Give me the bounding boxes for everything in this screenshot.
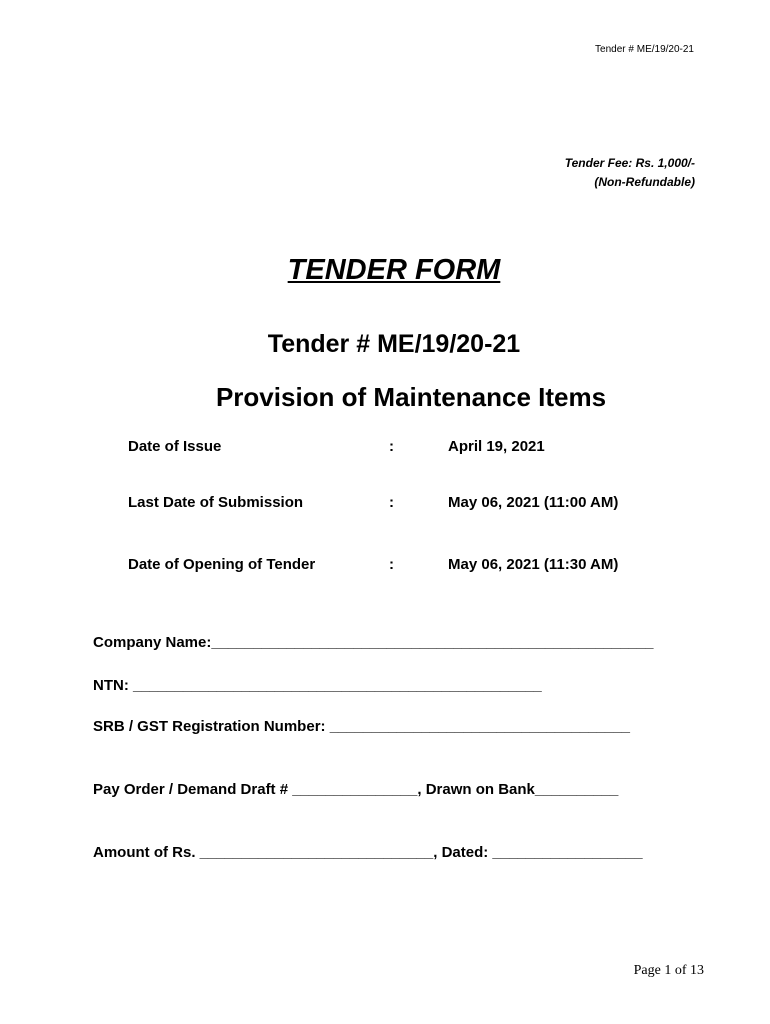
tender-fee-amount: Tender Fee: Rs. 1,000/- xyxy=(564,156,695,170)
tender-fee-block xyxy=(565,154,695,192)
header-tender-ref: Tender # ME/19/20-21 xyxy=(595,44,694,55)
detail-value-issue-date: April 19, 2021 xyxy=(448,438,545,455)
detail-colon: : xyxy=(389,494,394,511)
project-title: Provision of Maintenance Items xyxy=(215,382,607,412)
detail-label-issue-date: Date of Issue xyxy=(128,438,222,455)
detail-value-opening-date: May 06, 2021 (11:30 AM) xyxy=(448,556,619,573)
detail-colon: : xyxy=(389,556,394,573)
company-name-field: Company Name:_____________________________________________________ xyxy=(93,634,654,651)
tender-fee-note: (Non-Refundable) xyxy=(594,175,695,189)
srb-gst-field: SRB / GST Registration Number: ____________________________________ xyxy=(93,718,631,735)
detail-label-submission-date: Last Date of Submission xyxy=(128,494,304,511)
detail-value-submission-date: May 06, 2021 (11:00 AM) xyxy=(448,494,619,511)
amount-field: Amount of Rs. ____________________________, Dated: __________________ xyxy=(93,844,643,861)
detail-label-opening-date: Date of Opening of Tender xyxy=(128,556,316,573)
document-title: TENDER FORM xyxy=(287,254,501,286)
pay-order-field: Pay Order / Demand Draft # _______________, Drawn on Bank__________ xyxy=(93,781,619,798)
detail-colon: : xyxy=(389,438,394,455)
ntn-field: NTN: _________________________________________________ xyxy=(93,677,542,694)
page-number: Page 1 of 13 xyxy=(633,963,704,978)
tender-number: Tender # ME/19/20-21 xyxy=(267,330,521,358)
